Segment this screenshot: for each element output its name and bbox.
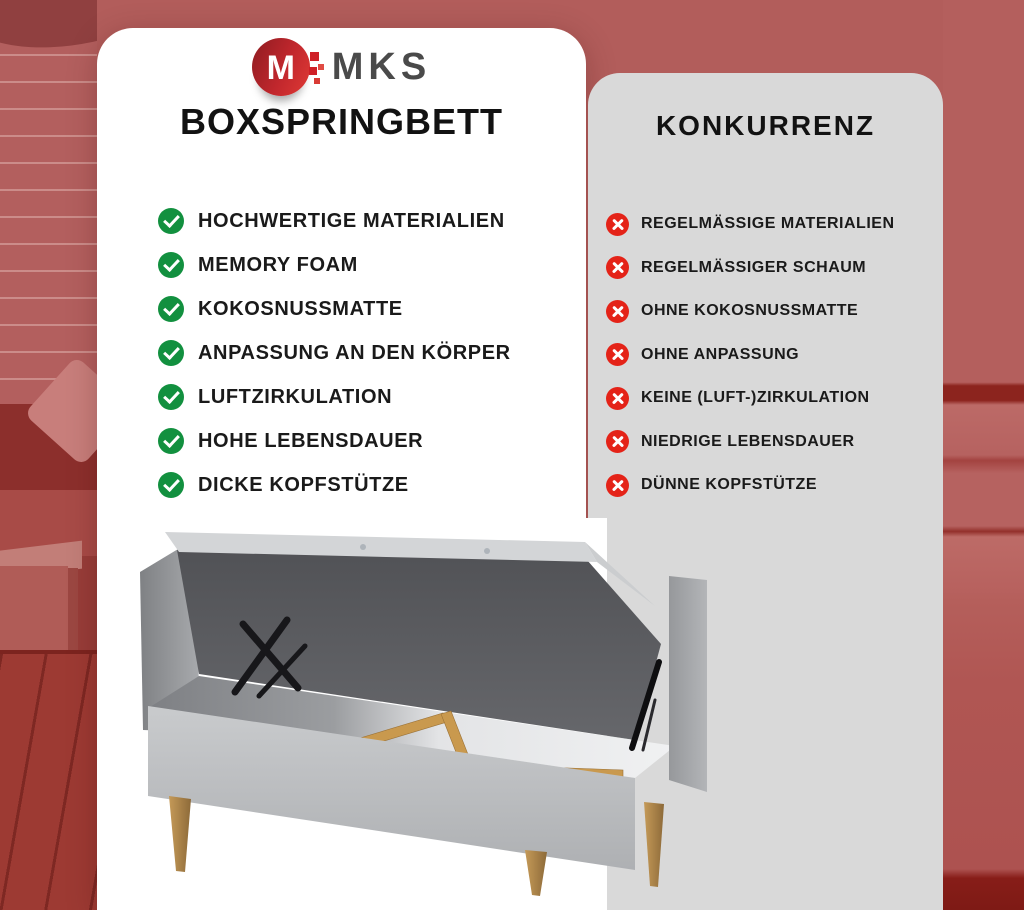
check-icon [158,428,184,454]
feature-label: DÜNNE KOPFSTÜTZE [641,476,817,493]
check-icon [158,384,184,410]
lid-latch [484,548,490,554]
check-icon [158,340,184,366]
feature-label: HOHE LEBENSDAUER [198,429,424,452]
feature-label: HOCHWERTIGE MATERIALIEN [198,209,505,232]
list-item [606,429,895,455]
cross-icon [606,213,629,236]
background-bed-right [943,0,1024,910]
brand-monogram-circle [252,38,310,96]
lid-latch [360,544,366,550]
list-item [158,428,511,454]
background-bedroom-left [0,0,97,910]
cross-icon [606,300,629,323]
feature-label: OHNE KOKOSNUSSMATTE [641,302,859,319]
cross-icon [606,343,629,366]
check-icon [158,472,184,498]
product-title: BOXSPRINGBETT [179,101,504,142]
cross-icon [606,387,629,410]
list-item [606,472,895,498]
cross-icon [606,474,629,497]
feature-label: REGELMÄSSIGER SCHAUM [641,258,867,276]
list-item [606,255,895,281]
feature-label: KEINE (LUFT-)ZIRKULATION [641,389,870,406]
bed-photo [135,520,710,900]
brand-pixel-dots-icon [308,52,324,86]
check-icon [158,252,184,278]
feature-label: ANPASSUNG AN DEN KÖRPER [198,341,511,364]
competitor-title: KONKURRENZ [655,110,876,141]
list-item [606,211,895,237]
cross-icon [606,430,629,453]
brand-monogram: M [266,49,295,87]
bed-side-panel [669,576,707,792]
feature-label: KOKOSNUSSMATTE [198,297,403,320]
brand-logo [97,34,586,100]
feature-label: NIEDRIGE LEBENSDAUER [641,432,855,450]
check-icon [158,296,184,322]
feature-label: LUFTZIRKULATION [198,385,393,408]
feature-label: MEMORY FOAM [198,253,358,276]
brand-logo-badge [252,38,310,96]
list-item [158,384,511,410]
list-item [158,340,511,366]
list-item [158,252,511,278]
product-feature-list [158,208,511,498]
list-item [158,208,511,234]
cross-icon [606,256,629,279]
check-icon [158,208,184,234]
competitor-feature-list [606,211,895,498]
feature-label: DICKE KOPFSTÜTZE [198,473,409,496]
list-item [606,342,895,368]
brand-name: MKS [331,45,432,88]
feature-label: REGELMÄSSIGE MATERIALIEN [641,215,895,232]
list-item [606,298,895,324]
list-item [158,296,511,322]
feature-label: OHNE ANPASSUNG [641,345,800,363]
list-item [606,385,895,411]
list-item [158,472,511,498]
wood-floor [0,650,97,910]
